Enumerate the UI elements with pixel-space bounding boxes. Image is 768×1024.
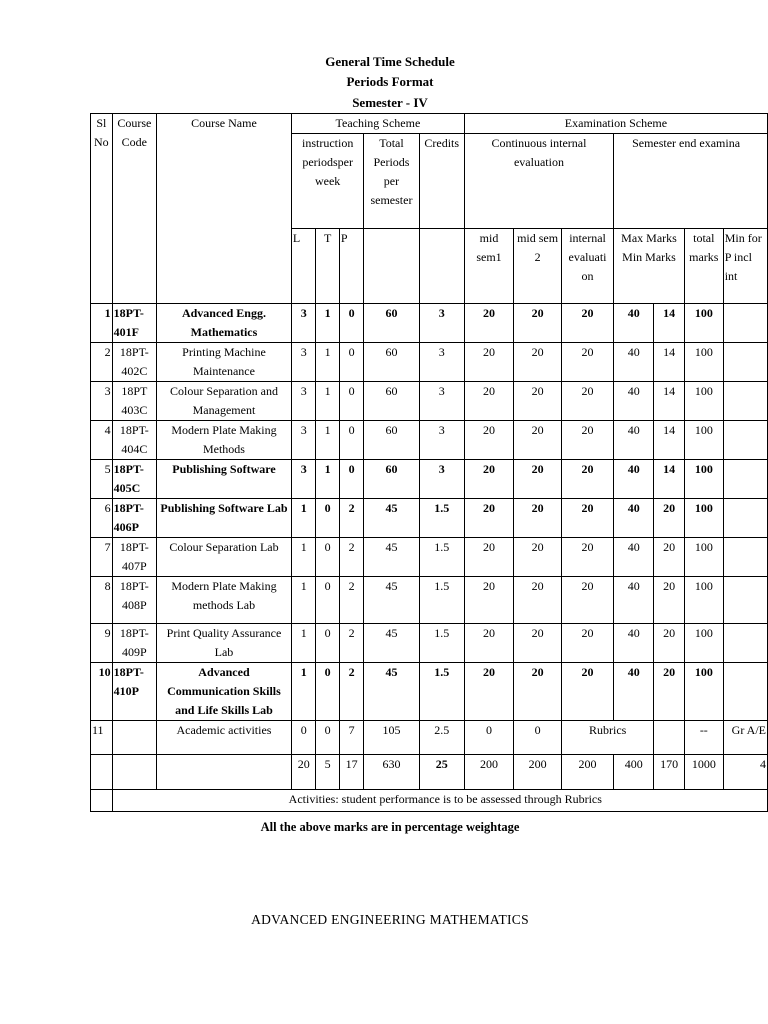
row-course-code [112,721,156,755]
row-min-pass [723,421,767,460]
row-max-marks: 40 [614,624,654,663]
row-mid-sem2: 20 [514,577,562,624]
row-periods: 45 [364,663,419,721]
row-mid-sem1: 20 [464,343,513,382]
header-p: P [339,229,364,304]
footer-note: All the above marks are in percentage weightage [260,820,520,834]
row-course-code: 18PT-410P [112,663,156,721]
row-course-name: Advanced Communication Skills and Life Skills Lab [157,663,292,721]
row-min-pass: Gr A/E [723,721,767,755]
row-mid-sem1: 20 [464,460,513,499]
row-periods: 45 [364,577,419,624]
row-internal: 20 [562,663,614,721]
row-periods: 45 [364,538,419,577]
row-total-marks: 100 [684,577,723,624]
row-sl: 5 [91,460,113,499]
row-mid-sem1: 20 [464,421,513,460]
row-total-marks: 100 [684,499,723,538]
table-row [91,421,768,460]
semester-title: Semester - IV [352,95,428,110]
header-t: T [316,229,339,304]
row-min-pass [723,538,767,577]
row-t: 1 [316,343,339,382]
table-row [91,624,768,663]
row-min-marks: 20 [654,499,685,538]
row-course-code: 18PT-405C [112,460,156,499]
row-p: 2 [339,624,364,663]
total-periods: 630 [364,755,419,790]
row-credits: 1.5 [419,624,464,663]
row-credits: 1.5 [419,577,464,624]
row-total-marks: 100 [684,663,723,721]
row-min-pass [723,663,767,721]
row-max-marks: 40 [614,577,654,624]
row-sl-blank [91,755,113,790]
row-l: 1 [291,499,316,538]
row-total-marks: -- [684,721,723,755]
row-course-name: Printing Machine Maintenance [157,343,292,382]
row-course-name: Publishing Software [157,460,292,499]
total-credits: 25 [419,755,464,790]
row-mid-sem2: 20 [514,343,562,382]
header-max-min-marks: Max Marks Min Marks [614,229,685,304]
schedule-table [90,113,768,812]
row-course-name: Colour Separation Lab [157,538,292,577]
row-internal: 20 [562,382,614,421]
row-p: 2 [339,663,364,721]
row-max-marks: 40 [614,538,654,577]
row-periods: 60 [364,382,419,421]
row-sl: 10 [91,663,113,721]
row-mid-sem2: 20 [514,304,562,343]
header-continuous-evaluation: Continuous internal evaluation [464,134,613,229]
header-course-code: Course Code [112,114,156,304]
row-min-marks: 20 [654,538,685,577]
row-mid-sem2: 20 [514,460,562,499]
row-course-name: Colour Separation and Management [157,382,292,421]
row-total-marks: 100 [684,382,723,421]
header-min-pass: Min for P incl int [723,229,767,304]
row-max-min-blank [654,721,685,755]
total-mid1: 200 [464,755,513,790]
row-rubrics: Rubrics [562,721,654,755]
table-row [91,382,768,421]
row-credits: 3 [419,460,464,499]
row-mid-sem2: 20 [514,624,562,663]
row-mid-sem2: 20 [514,499,562,538]
row-mid-sem1: 20 [464,499,513,538]
row-min-pass [723,304,767,343]
activities-row [91,790,768,812]
row-credits: 1.5 [419,538,464,577]
row-mid-sem1: 20 [464,382,513,421]
row-course-name: Modern Plate Making methods Lab [157,577,292,624]
table-row [91,721,768,755]
row-mid-sem1: 20 [464,304,513,343]
header-total-periods: Total Periods per semester [364,134,419,229]
header-examination-scheme: Examination Scheme [464,114,767,134]
row-p: 0 [339,343,364,382]
header-mid-sem1: mid sem1 [464,229,513,304]
total-total: 1000 [684,755,723,790]
row-min-pass [723,624,767,663]
row-min-pass [723,577,767,624]
total-t: 5 [316,755,339,790]
row-mid-sem1: 20 [464,577,513,624]
row-credits: 1.5 [419,663,464,721]
row-min-marks: 14 [654,343,685,382]
row-credits: 3 [419,382,464,421]
row-credits: 3 [419,304,464,343]
total-p: 17 [339,755,364,790]
row-mid-sem1: 20 [464,663,513,721]
row-total-marks: 100 [684,538,723,577]
total-mid2: 200 [514,755,562,790]
row-max-marks: 40 [614,421,654,460]
row-t: 0 [316,499,339,538]
row-course-code: 18PT-409P [112,624,156,663]
row-periods: 60 [364,460,419,499]
row-min-marks: 14 [654,382,685,421]
row-internal: 20 [562,538,614,577]
row-l: 3 [291,421,316,460]
header-internal-evaluation: internal evaluati on [562,229,614,304]
row-min-marks: 14 [654,304,685,343]
row-max-marks: 40 [614,663,654,721]
header-semester-end: Semester end examina [614,134,768,229]
row-t: 0 [316,721,339,755]
row-p: 0 [339,382,364,421]
table-row [91,499,768,538]
row-p: 2 [339,538,364,577]
row-internal: 20 [562,624,614,663]
row-sl: 11 [91,721,113,755]
header-course-name: Course Name [157,114,292,304]
header-periods-blank [364,229,419,304]
row-mid-sem1: 20 [464,538,513,577]
periods-format-title: Periods Format [346,74,434,89]
table-row [91,304,768,343]
row-course-code: 18PT 403C [112,382,156,421]
row-min-marks: 20 [654,577,685,624]
row-credits: 3 [419,421,464,460]
row-min-pass [723,499,767,538]
row-max-marks: 40 [614,343,654,382]
row-t: 1 [316,421,339,460]
row-total-marks: 100 [684,460,723,499]
row-t: 0 [316,663,339,721]
row-mid-sem2: 0 [514,721,562,755]
row-p: 7 [339,721,364,755]
row-l: 3 [291,343,316,382]
row-course-code: 18PT-407P [112,538,156,577]
row-t: 0 [316,577,339,624]
row-mid-sem1: 0 [464,721,513,755]
row-periods: 60 [364,421,419,460]
total-min: 170 [654,755,685,790]
row-course-code: 18PT-408P [112,577,156,624]
schedule-title: General Time Schedule [325,54,455,69]
header-instruction: instruction periodsper week [291,134,363,229]
row-t: 1 [316,304,339,343]
header-credits: Credits [419,134,464,229]
table-row [91,577,768,624]
row-l: 1 [291,624,316,663]
activities-note: Activities: student performance is to be assessed through Rubrics [112,790,767,812]
row-min-pass [723,460,767,499]
row-periods: 60 [364,343,419,382]
row-max-marks: 40 [614,460,654,499]
row-min-marks: 14 [654,421,685,460]
row-min-marks: 20 [654,663,685,721]
row-min-pass [723,382,767,421]
row-t: 0 [316,624,339,663]
row-credits: 1.5 [419,499,464,538]
row-sl: 7 [91,538,113,577]
total-max: 400 [614,755,654,790]
row-p: 0 [339,421,364,460]
row-credits: 3 [419,343,464,382]
total-pass: 4 [723,755,767,790]
row-internal: 20 [562,304,614,343]
total-l: 20 [291,755,316,790]
row-periods: 105 [364,721,419,755]
row-sl: 4 [91,421,113,460]
header-total-marks: total marks [684,229,723,304]
row-max-marks: 40 [614,499,654,538]
row-course-name: Modern Plate Making Methods [157,421,292,460]
header-teaching-scheme: Teaching Scheme [291,114,464,134]
row-l: 3 [291,304,316,343]
row-mid-sem2: 20 [514,663,562,721]
header-l: L [291,229,316,304]
row-min-pass [723,343,767,382]
row-p: 0 [339,460,364,499]
row-max-marks: 40 [614,304,654,343]
row-l: 1 [291,663,316,721]
row-total-marks: 100 [684,304,723,343]
row-l: 0 [291,721,316,755]
row-name-blank [157,755,292,790]
row-code-blank [112,755,156,790]
row-mid-sem2: 20 [514,538,562,577]
row-max-marks: 40 [614,382,654,421]
row-total-marks: 100 [684,343,723,382]
row-sl: 8 [91,577,113,624]
header-sl-no: Sl No [91,114,113,304]
row-course-name: Advanced Engg. Mathematics [157,304,292,343]
row-course-code: 18PT-404C [112,421,156,460]
row-t: 0 [316,538,339,577]
row-course-code: 18PT-402C [112,343,156,382]
row-course-name: Publishing Software Lab [157,499,292,538]
row-internal: 20 [562,499,614,538]
row-mid-sem2: 20 [514,382,562,421]
row-l: 1 [291,538,316,577]
row-min-marks: 14 [654,460,685,499]
totals-row [91,755,768,790]
row-min-marks: 20 [654,624,685,663]
activities-sl-blank [91,790,113,812]
row-sl: 9 [91,624,113,663]
header-mid-sem2: mid sem 2 [514,229,562,304]
row-mid-sem1: 20 [464,624,513,663]
header-credits-blank [419,229,464,304]
table-row [91,343,768,382]
row-internal: 20 [562,460,614,499]
row-p: 0 [339,304,364,343]
row-periods: 45 [364,624,419,663]
row-course-code: 18PT-406P [112,499,156,538]
bottom-title: ADVANCED ENGINEERING MATHEMATICS [251,912,529,927]
row-t: 1 [316,382,339,421]
row-course-name: Print Quality Assurance Lab [157,624,292,663]
row-t: 1 [316,460,339,499]
row-p: 2 [339,499,364,538]
row-internal: 20 [562,421,614,460]
row-l: 3 [291,382,316,421]
row-sl: 2 [91,343,113,382]
total-internal: 200 [562,755,614,790]
row-total-marks: 100 [684,421,723,460]
row-periods: 60 [364,304,419,343]
table-row [91,538,768,577]
table-row [91,460,768,499]
row-mid-sem2: 20 [514,421,562,460]
row-internal: 20 [562,577,614,624]
row-l: 1 [291,577,316,624]
row-periods: 45 [364,499,419,538]
row-l: 3 [291,460,316,499]
row-internal: 20 [562,343,614,382]
row-p: 2 [339,577,364,624]
row-course-name: Academic activities [157,721,292,755]
row-course-code: 18PT-401F [112,304,156,343]
row-sl: 3 [91,382,113,421]
row-total-marks: 100 [684,624,723,663]
row-sl: 1 [91,304,113,343]
table-row [91,663,768,721]
row-credits: 2.5 [419,721,464,755]
row-sl: 6 [91,499,113,538]
